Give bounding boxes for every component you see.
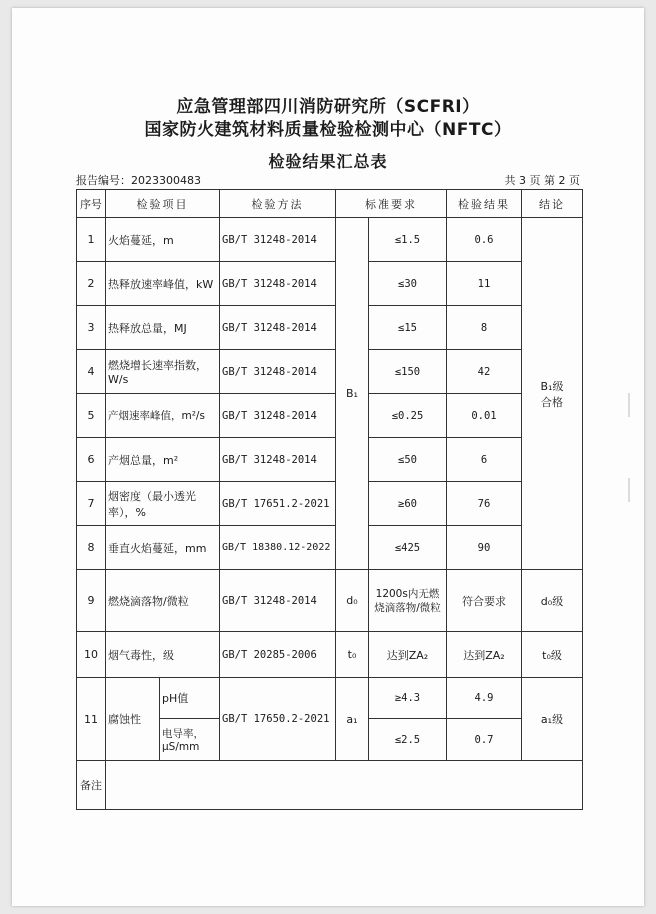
table-row xyxy=(77,526,583,570)
test-item: 燃烧增长速率指数，W/s xyxy=(106,350,220,394)
result: 0.01 xyxy=(447,394,522,438)
binding-edge-mark xyxy=(628,478,640,502)
test-method: GB/T 31248-2014 xyxy=(220,438,336,482)
requirement: ≥4.3 xyxy=(369,678,447,719)
col-header-requirement: 标准要求 xyxy=(336,190,447,218)
test-method: GB/T 31248-2014 xyxy=(220,262,336,306)
conclusion: t₀级 xyxy=(522,632,583,678)
report-number: 报告编号：2023300483 xyxy=(76,174,201,187)
col-header-conclusion: 结论 xyxy=(522,190,583,218)
col-header-item: 检验项目 xyxy=(106,190,220,218)
requirement: ≤2.5 xyxy=(369,719,447,761)
conclusion: a₁级 xyxy=(522,678,583,761)
result: 4.9 xyxy=(447,678,522,719)
result: 90 xyxy=(447,526,522,570)
test-item: 热释放总量，MJ xyxy=(106,306,220,350)
result: 6 xyxy=(447,438,522,482)
row-number: 10 xyxy=(77,632,106,678)
table-row xyxy=(77,632,583,678)
test-item: 燃烧滴落物/微粒 xyxy=(106,570,220,632)
requirement: 达到ZA₂ xyxy=(369,632,447,678)
org-name-line2: 国家防火建筑材料质量检验检测中心（NFTC） xyxy=(144,120,512,140)
result: 0.7 xyxy=(447,719,522,761)
binding-edge-mark xyxy=(628,393,640,417)
result: 42 xyxy=(447,350,522,394)
requirement: ≤150 xyxy=(369,350,447,394)
remarks-content xyxy=(106,761,583,810)
test-item: 垂直火焰蔓延，mm xyxy=(106,526,220,570)
requirement: ≤0.25 xyxy=(369,394,447,438)
test-method: GB/T 17651.2-2021 xyxy=(220,482,336,526)
org-name-line1: 应急管理部四川消防研究所（SCFRI） xyxy=(176,97,480,117)
row-number: 1 xyxy=(77,218,106,262)
test-method: GB/T 31248-2014 xyxy=(220,350,336,394)
result: 11 xyxy=(447,262,522,306)
conclusion: d₀级 xyxy=(522,570,583,632)
test-item: 产烟总量，m² xyxy=(106,438,220,482)
sub-item: pH值 xyxy=(160,678,220,719)
row-number: 6 xyxy=(77,438,106,482)
test-item: 产烟速率峰值，m²/s xyxy=(106,394,220,438)
test-item: 烟气毒性，级 xyxy=(106,632,220,678)
table-header-row xyxy=(77,190,583,218)
report-meta xyxy=(76,172,580,188)
test-item: 腐蚀性 xyxy=(106,678,160,761)
requirement: ≥60 xyxy=(369,482,447,526)
row-number: 2 xyxy=(77,262,106,306)
table-row xyxy=(77,394,583,438)
row-number: 9 xyxy=(77,570,106,632)
page-title: 检验结果汇总表 xyxy=(268,152,388,171)
remarks-label: 备注 xyxy=(77,761,106,810)
row-number: 7 xyxy=(77,482,106,526)
row-number: 8 xyxy=(77,526,106,570)
test-method: GB/T 31248-2014 xyxy=(220,306,336,350)
row-number: 11 xyxy=(77,678,106,761)
report-page xyxy=(12,8,644,906)
test-item: 热释放速率峰值，kW xyxy=(106,262,220,306)
test-method: GB/T 31248-2014 xyxy=(220,218,336,262)
row-number: 4 xyxy=(77,350,106,394)
result: 0.6 xyxy=(447,218,522,262)
table-row xyxy=(77,438,583,482)
requirement: ≤425 xyxy=(369,526,447,570)
test-method: GB/T 17650.2-2021 xyxy=(220,678,336,761)
sub-item: 电导率，μS/mm xyxy=(160,719,220,761)
result: 达到ZA₂ xyxy=(447,632,522,678)
result: 76 xyxy=(447,482,522,526)
col-header-method: 检验方法 xyxy=(220,190,336,218)
test-method: GB/T 18380.12-2022 xyxy=(220,526,336,570)
table-row xyxy=(77,262,583,306)
remarks-row xyxy=(77,761,583,810)
grade-d0: d₀ xyxy=(336,570,369,632)
page-info: 共 3 页 第 2 页 xyxy=(504,174,580,187)
grade-a1: a₁ xyxy=(336,678,369,761)
table-row xyxy=(77,570,583,632)
conclusion-b1: B₁级合格 xyxy=(522,218,583,570)
requirement: ≤50 xyxy=(369,438,447,482)
result: 8 xyxy=(447,306,522,350)
test-method: GB/T 20285-2006 xyxy=(220,632,336,678)
table-row xyxy=(77,482,583,526)
requirement: ≤15 xyxy=(369,306,447,350)
row-number: 3 xyxy=(77,306,106,350)
test-method: GB/T 31248-2014 xyxy=(220,570,336,632)
table-row xyxy=(77,350,583,394)
grade-b1: B₁ xyxy=(336,218,369,570)
grade-t0: t₀ xyxy=(336,632,369,678)
table-row xyxy=(77,678,583,719)
result: 符合要求 xyxy=(447,570,522,632)
test-method: GB/T 31248-2014 xyxy=(220,394,336,438)
row-number: 5 xyxy=(77,394,106,438)
table-row xyxy=(77,306,583,350)
requirement: ≤30 xyxy=(369,262,447,306)
requirement: ≤1.5 xyxy=(369,218,447,262)
requirement: 1200s内无燃烧滴落物/微粒 xyxy=(369,570,447,632)
results-table xyxy=(76,189,583,810)
col-header-no: 序号 xyxy=(77,190,106,218)
test-item: 烟密度（最小透光率），% xyxy=(106,482,220,526)
test-item: 火焰蔓延，m xyxy=(106,218,220,262)
table-row xyxy=(77,218,583,262)
col-header-result: 检验结果 xyxy=(447,190,522,218)
